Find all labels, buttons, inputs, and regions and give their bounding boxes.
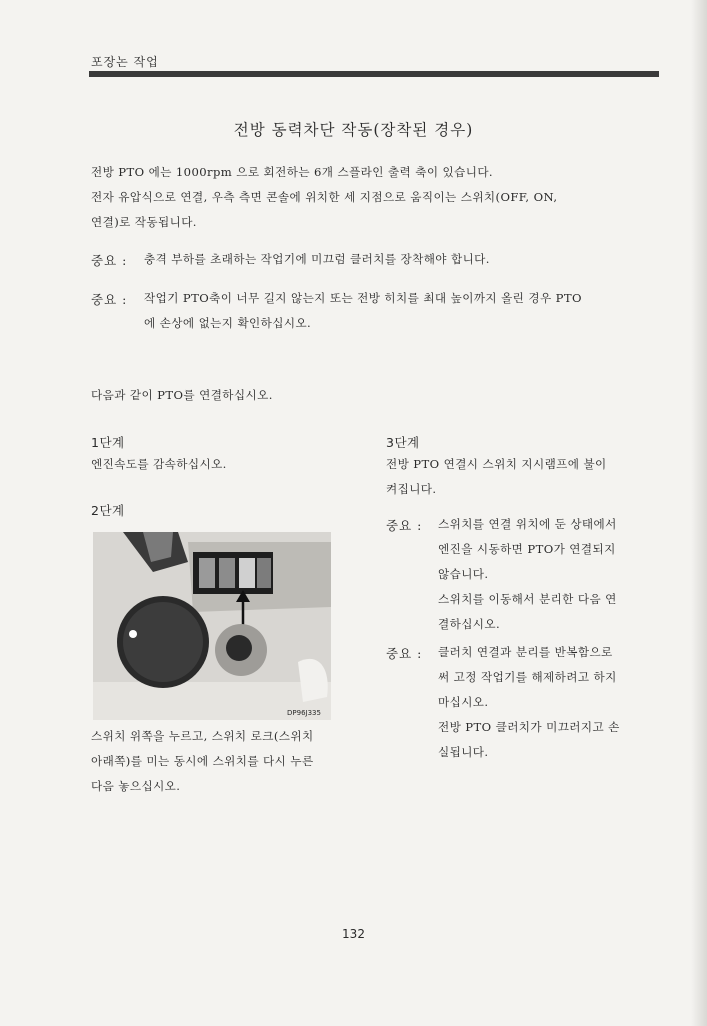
note-important-1	[91, 250, 127, 269]
step2-text	[91, 724, 381, 799]
intro-line: 연결)로 작동됩니다.	[91, 215, 197, 229]
note-line: 충격 부하를 초래하는 작업기에 미끄럼 클러치를 장착해야 합니다.	[144, 252, 490, 266]
page-title: 전방 동력차단 작동(장착된 경우)	[233, 121, 474, 139]
section-header: 포장논 작업	[91, 55, 159, 69]
switch-4-icon	[257, 558, 271, 588]
step2-heading: 2단계	[91, 503, 125, 518]
note-line: 작업기 PTO축이 너무 길지 않는지 또는 전방 히치를 최대 높이까지 올린 경우 PTO	[144, 291, 582, 305]
step3-text	[386, 452, 676, 502]
note-line: 않습니다.	[438, 567, 489, 581]
intro-paragraph	[91, 160, 671, 235]
header-rule	[89, 71, 659, 77]
note-text-2	[144, 286, 684, 336]
note-line: 스위치를 이동해서 분리한 다음 연	[438, 592, 617, 606]
note-line: 엔진을 시동하면 PTO가 연결되지	[438, 542, 616, 556]
note-line: 마십시오.	[438, 695, 489, 709]
step2-line: 아래쪽)를 미는 동시에 스위치를 다시 누른	[91, 754, 314, 768]
switch-3-icon	[239, 558, 255, 588]
note-label: 중요 :	[91, 292, 128, 307]
note-line: 클러치 연결과 분리를 반복함으로	[438, 645, 613, 659]
step3-note-2-text	[438, 640, 668, 765]
page-number: 132	[342, 927, 365, 941]
step3-note-1-text	[438, 512, 668, 637]
step3-note-1	[386, 515, 422, 534]
note-line: 실됩니다.	[438, 745, 489, 759]
switch-2-icon	[219, 558, 235, 588]
switch-1-icon	[199, 558, 215, 588]
step3-heading: 3단계	[386, 435, 420, 450]
intro-line: 전자 유압식으로 연결, 우측 측면 콘솔에 위치한 세 지점으로 움직이는 스위치(OFF, ON,	[91, 190, 558, 204]
note-important-2	[91, 289, 127, 308]
connect-intro: 다음과 같이 PTO를 연결하십시오.	[91, 388, 273, 402]
note-label: 중요 :	[386, 518, 423, 533]
step1-text: 엔진속도를 감속하십시오.	[91, 457, 227, 471]
step2-line: 다음 놓으십시오.	[91, 779, 181, 793]
pto-switch-photo	[93, 532, 331, 720]
note-label: 중요 :	[91, 253, 128, 268]
note-line: 스위치를 연결 위치에 둔 상태에서	[438, 517, 617, 531]
intro-line: 전방 PTO 에는 1000rpm 으로 회전하는 6개 스플라인 출력 축이 있습니다.	[91, 165, 494, 179]
step3-note-2	[386, 643, 422, 662]
step1-heading: 1단계	[91, 435, 125, 450]
pto-switch-knob	[226, 635, 252, 661]
page-edge-shadow	[691, 0, 707, 1026]
figure-code: DP96J335	[287, 709, 321, 717]
note-line: 써 고정 작업기를 해제하려고 하지	[438, 670, 617, 684]
throttle-knob-inner	[123, 602, 203, 682]
step2-line: 스위치 위쪽을 누르고, 스위치 로크(스위치	[91, 729, 314, 743]
note-text-1	[144, 247, 684, 272]
knob-marker	[129, 630, 137, 638]
note-line: 결하십시오.	[438, 617, 501, 631]
step3-line: 켜집니다.	[386, 482, 437, 496]
note-label: 중요 :	[386, 646, 423, 661]
step3-line: 전방 PTO 연결시 스위치 지시램프에 불이	[386, 457, 607, 471]
note-line: 전방 PTO 클러치가 미끄러지고 손	[438, 720, 620, 734]
note-line: 에 손상에 없는지 확인하십시오.	[144, 316, 312, 330]
